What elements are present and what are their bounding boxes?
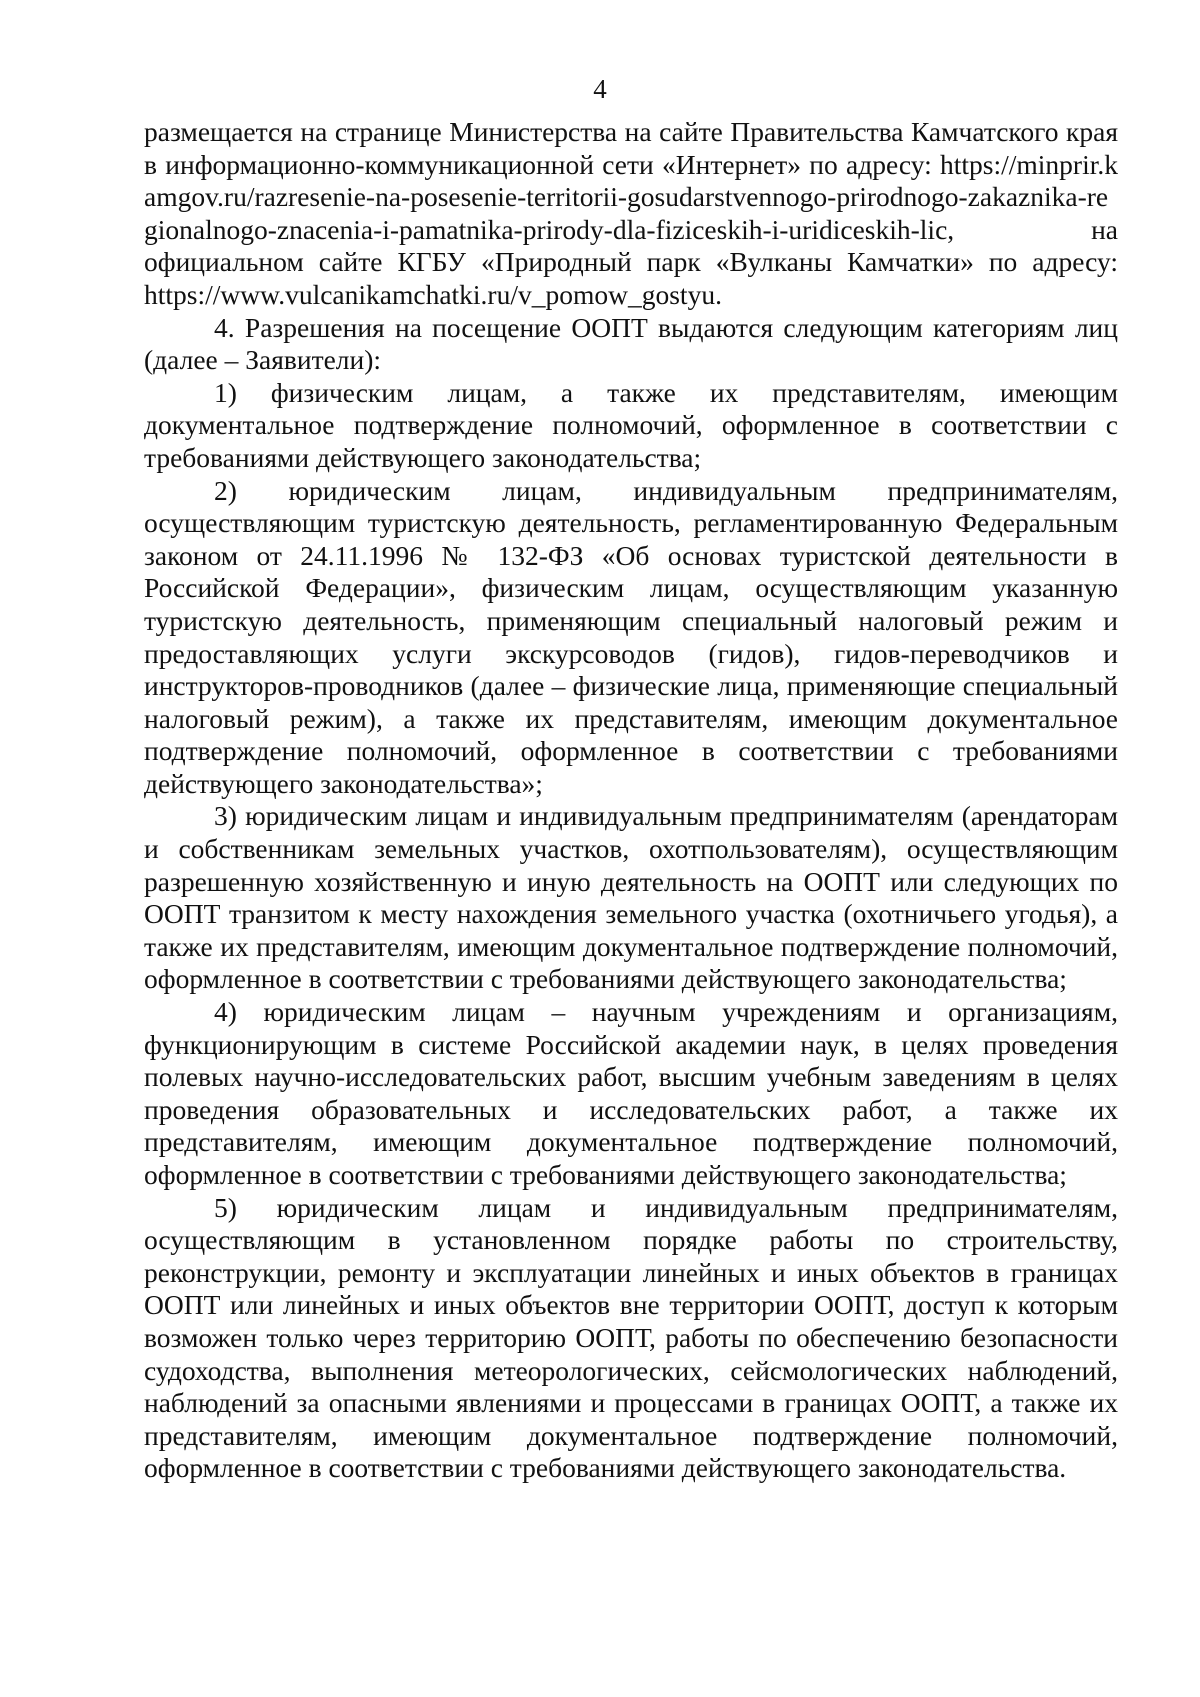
list-item-5: 5) юридическим лицам и индивидуальным предпринимателям, осуществляющим в установленном порядке работы по строительству, реконструкции, ремонту и эксплуатации линейных и иных объектов в границах ООПТ или линейных и иных объектов вне территории ООПТ, доступ к которым возможен только через территорию ООПТ, работы по обеспечению безопасности судоходства, выполнения метеорологических, сейсмологических наблюдений, наблюдений за опасными явлениями и процессами в границах ООПТ, а также их представителям, имеющим документальное подтверждение полномочий, оформленное в соответствии с требованиями действующего законодательства.	[144, 1191, 1118, 1484]
list-item-4: 4) юридическим лицам – научным учреждениям и организациям, функционирующим в системе Российской академии наук, в целях проведения полевых научно-исследовательских работ, высшим учебным заведениям в целях проведения образовательных и исследовательских работ, а также их представителям, имеющим документальное подтверждение полномочий, оформленное в соответствии с требованиями действующего законодательства;	[144, 996, 1118, 1190]
paragraph-text: размещается на странице Министерства на сайте Правительства Камчатского края в информационно-коммуникационной сети «Интернет» по адресу:	[144, 116, 1118, 180]
page-number: 4	[593, 74, 607, 104]
list-item-3: 3) юридическим лицам и индивидуальным предпринимателям (арендаторам и собственникам земельных участков, охотпользователям), осуществляющим разрешенную хозяйственную и иную деятельность на ООПТ или следующих по ООПТ транзитом к месту нахождения земельного участка (охотничьего угодья), а также их представителям, имеющим документальное подтверждение полномочий, оформленное в соответствии с требованиями действующего законодательства;	[144, 800, 1118, 995]
list-item-2: 2) юридическим лицам, индивидуальным предпринимателям, осуществляющим туристскую деятельность, регламентированную Федеральным законом от 24.11.1996 № 132-ФЗ «Об основах туристской деятельности в Российской Федерации», физическим лицам, осуществляющим указанную туристскую деятельность, применяющим специальный налоговый режим и предоставляющих услуги экскурсоводов (гидов), гидов-переводчиков и инструкторов-проводников (далее – физические лица, применяющие специальный налоговый режим), а также их представителям, имеющим документальное подтверждение полномочий, оформленное в соответствии с требованиями действующего законодательства»;	[144, 474, 1118, 799]
paragraph-continuation	[144, 116, 1118, 312]
paragraph-text: , на официальном сайте КГБУ «Природный парк «Вулканы Камчатки» по адресу: https://www.vulcanikamchatki.ru/v_pomow_gostyu.	[144, 213, 1118, 310]
document-body	[144, 116, 1118, 1485]
list-item-1: 1) физическим лицам, а также их представителям, имеющим документальное подтверждение полномочий, оформленное в соответствии с требованиями действующего законодательства;	[144, 376, 1118, 473]
ministry-url: https://minprir.kamgov.ru/razresenie-na-posesenie-territorii-gosudarstvennogo-prirodnogo-zakaznika-regionalnogo-znacenia-i-pamatnika-prirody-dla-fiziceskih-i-uridiceskih-lic	[144, 148, 1118, 245]
paragraph-item-4: 4. Разрешения на посещение ООПТ выдаются следующим категориям лиц (далее – Заявители):	[144, 311, 1118, 376]
